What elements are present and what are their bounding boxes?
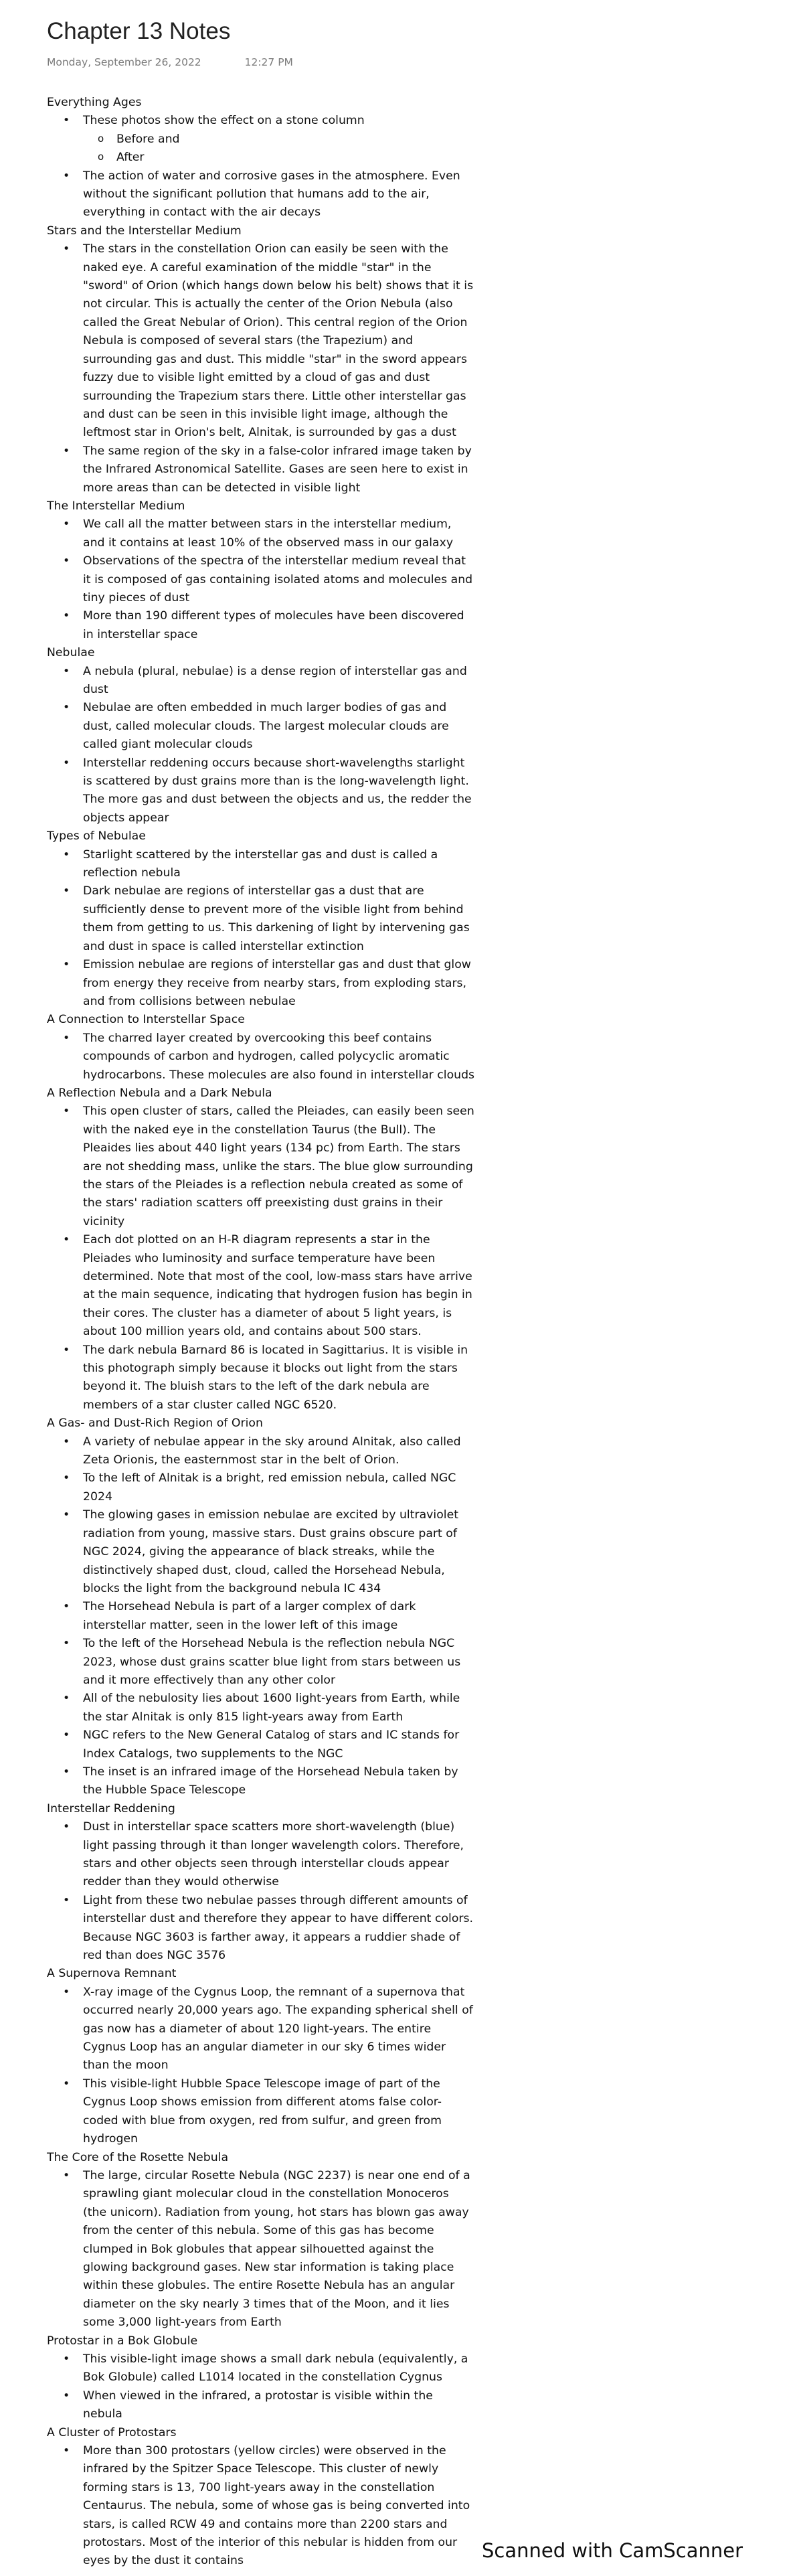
bullet-text: Nebulae are often embedded in much larger bodies of gas and dust, called molecular clouds. The largest molecular clouds are called giant molecular clouds	[83, 701, 449, 752]
sub-bullet-list	[83, 131, 475, 167]
camscanner-watermark: Scanned with CamScanner	[482, 2539, 743, 2562]
bullet-item	[83, 663, 475, 700]
bullet-list	[47, 240, 475, 497]
bullet-text: The same region of the sky in a false-color infrared image taken by the Infrared Astronomical Satellite. Gases are seen here to exist in more areas than can be detected in visible light	[83, 444, 472, 495]
bullet-text: These photos show the effect on a stone column	[83, 114, 365, 128]
bullet-text: Each dot plotted on an H-R diagram represents a star in the Pleiades who luminosity and surface temperature have been determined. Note that most of the cool, low-mass stars have arrive at the main sequence, indicating that hydrogen fusion has begin in their cores. The cluster has a diameter of about 5 light years, is about 100 million years old, and contains about 500 stars.	[83, 1233, 472, 1339]
bullet-item	[83, 240, 475, 442]
bullet-item	[83, 1469, 475, 1506]
bullet-text: NGC refers to the New General Catalog of stars and IC stands for Index Catalogs, two supplements to the NGC	[83, 1728, 460, 1761]
page-meta	[47, 56, 475, 68]
bullet-text: The stars in the constellation Orion can easily be seen with the naked eye. A careful examination of the middle "star" in the "sword" of Orion (which hangs down below his belt) shows that it is not circular. This is actually the center of the Orion Nebula (also called the Great Nebular of Orion). This central region of the Orion Nebula is composed of several stars (the Trapezium) and surrounding gas and dust. This middle "star" in the sword appears fuzzy due to visible light emitted by a cloud of gas and dust surrounding the Trapezium stars there. Little other interstellar gas and dust can be seen in this invisible light image, although the leftmost star in Orion's belt, Alnitak, is surrounded by gas a dust	[83, 242, 474, 440]
bullet-item	[83, 882, 475, 956]
bullet-item	[83, 1030, 475, 1084]
bullet-list	[47, 1103, 475, 1415]
bullet-item	[83, 515, 475, 552]
bullet-item	[83, 846, 475, 883]
bullet-text: Observations of the spectra of the interstellar medium reveal that it is composed of gas containing isolated atoms and molecules and tiny pieces of dust	[83, 554, 473, 605]
notes-sections	[47, 94, 475, 2571]
bullet-item	[83, 2167, 475, 2332]
bullet-text: Light from these two nebulae passes through different amounts of interstellar dust and therefore they appear to have different colors. Because NGC 3603 is farther away, it appears a ruddier shade of red than does NGC 3576	[83, 1893, 473, 1963]
bullet-text: To the left of the Horsehead Nebula is the reflection nebula NGC 2023, whose dust grains scatter blue light from stars between us and it more effectively than any other color	[83, 1637, 461, 1687]
section-heading: Types of Nebulae	[47, 829, 146, 843]
bullet-item	[83, 1690, 475, 1726]
section-heading: Everything Ages	[47, 96, 142, 109]
bullet-text: The inset is an infrared image of the Horsehead Nebula taken by the Hubble Space Telescope	[83, 1765, 458, 1797]
bullet-list	[47, 1818, 475, 1965]
bullet-list	[47, 515, 475, 644]
section-heading: Interstellar Reddening	[47, 1801, 175, 1816]
section-heading: Stars and the Interstellar Medium	[47, 224, 242, 238]
bullet-text: Interstellar reddening occurs because short-wavelengths starlight is scattered by dust grains more than is the long-wavelength light. The more gas and dust between the objects and us, the redder the objects appear	[83, 756, 472, 825]
bullet-item	[83, 1433, 475, 1470]
notes-page	[47, 17, 475, 2571]
bullet-item	[83, 2442, 475, 2571]
bullet-item	[83, 112, 475, 167]
bullet-item	[83, 1984, 475, 2075]
bullet-text: The dark nebula Barnard 86 is located in Sagittarius. It is visible in this photograph simply because it blocks out light from the stars beyond it. The bluish stars to the left of the dark nebula are members of a star cluster called NGC 6520.	[83, 1343, 468, 1412]
bullet-list	[47, 663, 475, 828]
section-heading: A Gas- and Dust-Rich Region of Orion	[47, 1417, 263, 1431]
bullet-text: All of the nebulosity lies about 1600 light-years from Earth, while the star Alnitak is only 815 light-years away from Earth	[83, 1692, 460, 1724]
bullet-list	[47, 2167, 475, 2332]
bullet-text: Starlight scattered by the interstellar gas and dust is called a reflection nebula	[83, 848, 438, 880]
bullet-text: The action of water and corrosive gases in the atmosphere. Even without the significant pollution that humans add to the air, everything in contact with the air decays	[83, 169, 460, 220]
section-heading: A Cluster of Protostars	[47, 2425, 177, 2439]
bullet-text: This visible-light image shows a small dark nebula (equivalently, a Bok Globule) called L1014 located in the constellation Cygnus	[83, 2352, 468, 2385]
bullet-text: The large, circular Rosette Nebula (NGC 2237) is near one end of a sprawling giant molecular cloud in the constellation Monoceros (the unicorn). Radiation from young, hot stars has blown gas away from the center of this nebula. Some of this gas has become clumped in Bok globules that appear silhouetted against the glowing background gases. New star information is taking place within these globules. The entire Rosette Nebula has an angular diameter on the sky nearly 3 times that of the Moon, and it lies some 3,000 light-years from Earth	[83, 2168, 470, 2330]
section-heading: Nebulae	[47, 646, 95, 660]
bullet-item	[83, 956, 475, 1011]
bullet-item	[83, 552, 475, 607]
bullet-text: The glowing gases in emission nebulae are excited by ultraviolet radiation from young, massive stars. Dust grains obscure part of NGC 2024, giving the appearance of black streaks, while the distinctively shaped dust, cloud, called the Horsehead Nebula, blocks the light from the background nebula IC 434	[83, 1508, 458, 1595]
bullet-text: When viewed in the infrared, a protostar is visible within the nebula	[83, 2389, 433, 2421]
bullet-text: This visible-light Hubble Space Telescope image of part of the Cygnus Loop shows emission from different atoms false color-coded with blue from oxygen, red from sulfur, and green from hydrogen	[83, 2077, 442, 2146]
bullet-item	[83, 1892, 475, 1965]
bullet-item	[83, 1506, 475, 1598]
bullet-text: More than 300 protostars (yellow circles) were observed in the infrared by the Spitzer Space Telescope. This cluster of newly forming stars is 13, 700 light-years away in the constellation Centaurus. The nebula, some of whose gas is being converted into stars, is called RCW 49 and contains more than 2200 stars and protostars. Most of the interior of this nebular is hidden from our eyes by the dust it contains	[83, 2444, 470, 2568]
bullet-text: X-ray image of the Cygnus Loop, the remnant of a supernova that occurred nearly 20,000 years ago. The expanding spherical shell of gas now has a diameter of about 120 light-years. The entire Cygnus Loop has an angular diameter in our sky 6 times wider than the moon	[83, 1985, 473, 2073]
bullet-list	[47, 1984, 475, 2149]
bullet-text: Dust in interstellar space scatters more short-wavelength (blue) light passing through it than longer wavelength colors. Therefore, stars and other objects seen through interstellar clouds appear redder than they would otherwise	[83, 1820, 464, 1889]
section-heading: The Core of the Rosette Nebula	[47, 2150, 229, 2164]
bullet-item	[83, 1726, 475, 1763]
bullet-item	[83, 2075, 475, 2149]
section-heading: Protostar in a Bok Globule	[47, 2334, 198, 2348]
page-time: 12:27 PM	[244, 56, 293, 68]
bullet-text: We call all the matter between stars in the interstellar medium, and it contains at least 10% of the observed mass in our galaxy	[83, 517, 454, 550]
bullet-item	[83, 1635, 475, 1690]
bullet-list	[47, 2442, 475, 2571]
bullet-item	[83, 442, 475, 497]
page-date: Monday, September 26, 2022	[47, 56, 201, 68]
bullet-list	[47, 112, 475, 222]
sub-bullet-item: o Before and	[116, 131, 475, 149]
section-heading: A Reflection Nebula and a Dark Nebula	[47, 1086, 272, 1100]
section-heading: A Connection to Interstellar Space	[47, 1013, 245, 1027]
page-title: Chapter 13 Notes	[47, 18, 231, 44]
section-heading: The Interstellar Medium	[47, 499, 185, 513]
bullet-item	[83, 754, 475, 828]
bullet-text: The Horsehead Nebula is part of a larger complex of dark interstellar matter, seen in the lower left of this image	[83, 1600, 416, 1632]
section-heading: A Supernova Remnant	[47, 1967, 177, 1981]
bullet-item	[83, 1818, 475, 1892]
bullet-text: More than 190 different types of molecules have been discovered in interstellar space	[83, 609, 464, 641]
bullet-text: A variety of nebulae appear in the sky around Alnitak, also called Zeta Orionis, the easternmost star in the belt of Orion.	[83, 1435, 461, 1467]
bullet-item	[83, 2350, 475, 2387]
bullet-item	[83, 1103, 475, 1231]
bullet-list	[47, 846, 475, 1012]
bullet-item	[83, 2387, 475, 2424]
bullet-text: Dark nebulae are regions of interstellar gas a dust that are sufficiently dense to prevent more of the visible light from behind them from getting to us. This darkening of light by intervening gas and dust in space is called interstellar extinction	[83, 884, 470, 953]
bullet-text: This open cluster of stars, called the Pleiades, can easily been seen with the naked eye in the constellation Taurus (the Bull). The Pleaides lies about 440 light years (134 pc) from Earth. The stars are not shedding mass, unlike the stars. The blue glow surrounding the stars of the Pleiades is a reflection nebula created as some of the stars' radiation scatters off preexisting dust grains in their vicinity	[83, 1105, 474, 1228]
bullet-item	[83, 1231, 475, 1341]
bullet-text: Emission nebulae are regions of interstellar gas and dust that glow from energy they receive from nearby stars, from exploding stars, and from collisions between nebulae	[83, 958, 471, 1008]
bullet-text: The charred layer created by overcooking this beef contains compounds of carbon and hydrogen, called polycyclic aromatic hydrocarbons. These molecules are also found in interstellar clouds	[83, 1031, 475, 1082]
bullet-item	[83, 1763, 475, 1800]
bullet-item	[83, 1342, 475, 1415]
bullet-item	[83, 167, 475, 222]
bullet-list	[47, 1030, 475, 1084]
bullet-item	[83, 1598, 475, 1635]
bullet-list	[47, 1433, 475, 1800]
bullet-item	[83, 607, 475, 644]
sub-bullet-item: o After	[116, 149, 475, 167]
bullet-text: To the left of Alnitak is a bright, red emission nebula, called NGC 2024	[83, 1471, 456, 1504]
bullet-text: A nebula (plural, nebulae) is a dense region of interstellar gas and dust	[83, 664, 467, 696]
bullet-item	[83, 699, 475, 754]
bullet-list	[47, 2350, 475, 2424]
